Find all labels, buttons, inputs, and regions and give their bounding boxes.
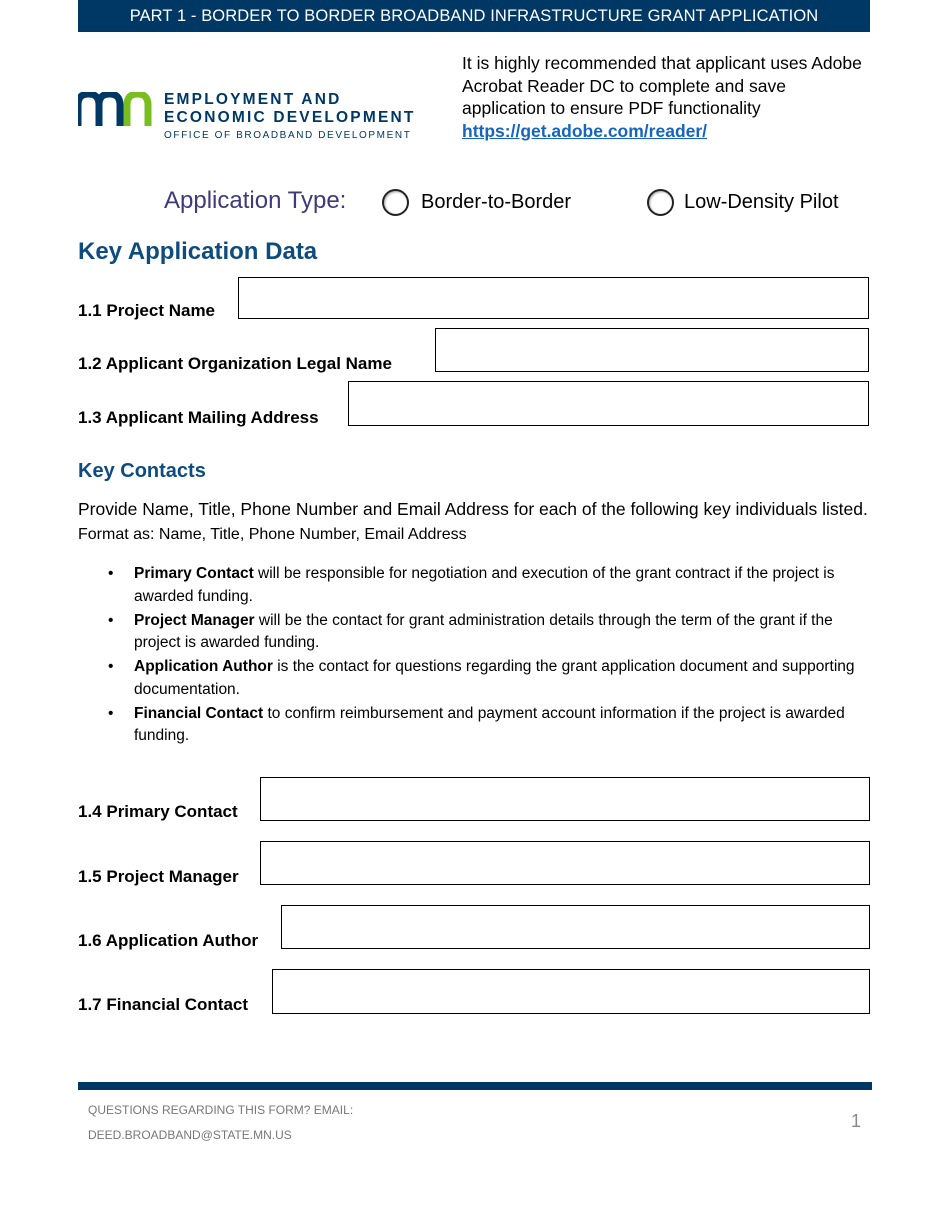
page-banner: PART 1 - BORDER TO BORDER BROADBAND INFRASTRUCTURE GRANT APPLICATION [78, 0, 870, 32]
project-manager-input[interactable] [260, 841, 870, 885]
project-name-label: 1.1 Project Name [78, 301, 216, 320]
contact-role-list [108, 563, 878, 749]
financial-contact-input[interactable] [272, 969, 870, 1014]
recommendation-text: It is highly recommended that applicant uses Adobe Acrobat Reader DC to complete and save application to ensure PDF functionality [462, 53, 862, 118]
deed-logo [78, 90, 448, 146]
footer-email: DEED.BROADBAND@STATE.MN.US [88, 1128, 292, 1142]
bullet-icon: • [108, 658, 114, 675]
applicant-legal-name-input[interactable] [435, 328, 869, 372]
bullet-text: is the contact for questions regarding the grant application document and supporting documentation. [134, 658, 855, 698]
key-contacts-intro [78, 497, 878, 547]
applicant-legal-name-label: 1.2 Applicant Organization Legal Name [78, 354, 392, 373]
project-name-input[interactable] [238, 277, 869, 319]
footer-question: QUESTIONS REGARDING THIS FORM? EMAIL: [88, 1103, 354, 1117]
bullet-term: Application Author [134, 658, 273, 675]
bullet-term: Primary Contact [134, 565, 254, 582]
bullet-icon: • [108, 611, 114, 629]
intro-text: Provide Name, Title, Phone Number and Email Address for each of the following key individuals listed. [78, 499, 868, 519]
list-item [108, 610, 878, 655]
project-manager-label: 1.5 Project Manager [78, 867, 239, 886]
key-contacts-heading: Key Contacts [78, 460, 206, 482]
list-item [108, 656, 878, 701]
adobe-reader-link[interactable]: https://get.adobe.com/reader/ [462, 120, 708, 141]
footer-divider [78, 1082, 872, 1090]
application-author-input[interactable] [281, 905, 870, 949]
mailing-address-label: 1.3 Applicant Mailing Address [78, 408, 319, 427]
bullet-text: to confirm reimbursement and payment account information if the project is awarded funding. [134, 704, 845, 744]
application-type-label: Application Type: [164, 187, 347, 214]
bullet-icon: • [108, 565, 114, 582]
key-application-data-heading: Key Application Data [78, 238, 318, 265]
logo-line-1: EMPLOYMENT AND [164, 91, 342, 108]
format-instructions: Format as: Name, Title, Phone Number, Email Address [78, 526, 467, 543]
primary-contact-input[interactable] [260, 777, 870, 821]
bullet-term: Financial Contact [134, 704, 264, 722]
primary-contact-label: 1.4 Primary Contact [78, 802, 238, 821]
application-author-label: 1.6 Application Author [78, 931, 259, 950]
bullet-term: Project Manager [134, 611, 255, 629]
logo-line-3: OFFICE OF BROADBAND DEVELOPMENT [164, 130, 412, 141]
adobe-recommendation [462, 52, 872, 142]
list-item [108, 703, 878, 748]
bullet-text: will be the contact for grant administration details through the term of the grant if the project is awarded funding. [134, 611, 833, 651]
list-item [108, 563, 878, 608]
bullet-icon: • [108, 704, 114, 722]
radio-label-border-to-border: Border-to-Border [421, 191, 572, 213]
logo-line-2: ECONOMIC DEVELOPMENT [164, 109, 416, 126]
mn-logo-icon [78, 92, 154, 128]
bullet-text: will be responsible for negotiation and execution of the grant contract if the project is awarded funding. [134, 565, 835, 605]
financial-contact-label: 1.7 Financial Contact [78, 995, 249, 1014]
radio-low-density-pilot[interactable] [647, 189, 674, 216]
radio-border-to-border[interactable] [382, 189, 409, 216]
radio-label-low-density-pilot: Low-Density Pilot [684, 191, 839, 213]
mailing-address-input[interactable] [348, 381, 869, 426]
page-number: 1 [851, 1111, 862, 1131]
